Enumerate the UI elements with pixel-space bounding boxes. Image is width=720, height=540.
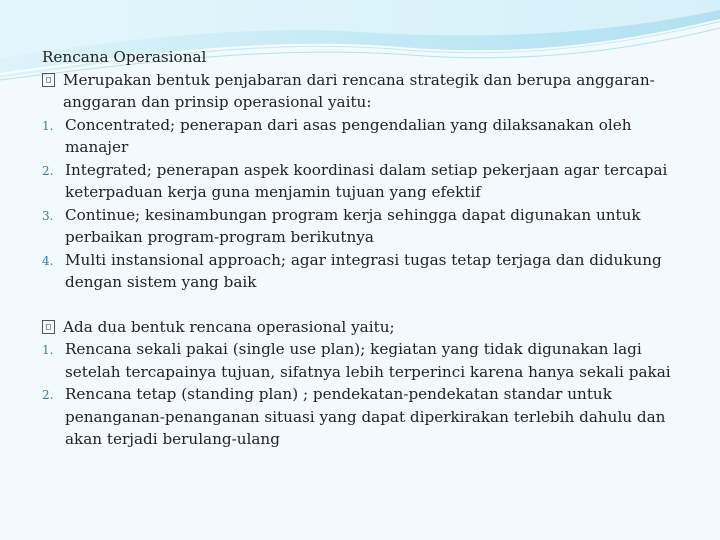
list-item (42, 249, 682, 294)
bullet-paragraph (42, 69, 682, 114)
list-item (42, 338, 682, 383)
list-item (42, 159, 682, 204)
box-bullet-icon (42, 73, 55, 87)
list-item (42, 114, 682, 159)
bullet-text: Ada dua bentuk rencana operasional yaitu; (63, 317, 395, 336)
list-number: 2. (42, 163, 54, 178)
spacer (42, 294, 682, 316)
list-item-text: Integrated; penerapan aspek koordinasi dalam setiap pekerjaan agar tercapai keterpaduan kerja guna menjamin tujuan yang efektif (65, 160, 668, 201)
bullet-text: Merupakan bentuk penjabaran dari rencana strategik dan berupa anggaran-anggaran dan prinsip operasional yaitu: (63, 70, 655, 111)
list-item-text: Rencana sekali pakai (single use plan); kegiatan yang tidak digunakan lagi setelah tercapainya tujuan, sifatnya lebih terperinci karena hanya sekali pakai (65, 340, 671, 381)
list-item-text: Rencana tetap (standing plan) ; pendekatan-pendekatan standar untuk penanganan-penanganan situasi yang dapat diperkirakan terlebih dahulu dan akan terjadi berulang-ulang (65, 385, 666, 448)
list-item-text: Continue; kesinambungan program kerja sehingga dapat digunakan untuk perbaikan program-program berikutnya (65, 205, 641, 246)
list-item-text: Concentrated; penerapan dari asas pengendalian yang dilaksanakan oleh manajer (65, 115, 632, 156)
section-title: Rencana Operasional (42, 48, 207, 66)
list-number: 1. (42, 118, 54, 133)
slide-content (42, 46, 682, 451)
list-item-text: Multi instansional approach; agar integrasi tugas tetap terjaga dan didukung dengan sistem yang baik (65, 250, 662, 291)
list-item (42, 204, 682, 249)
list-number: 3. (42, 208, 54, 223)
list-number: 2. (42, 388, 54, 402)
box-bullet-icon (42, 320, 55, 334)
list-number: 1. (42, 343, 54, 357)
list-item (42, 383, 682, 451)
bullet-paragraph (42, 316, 682, 339)
list-number: 4. (42, 253, 54, 268)
